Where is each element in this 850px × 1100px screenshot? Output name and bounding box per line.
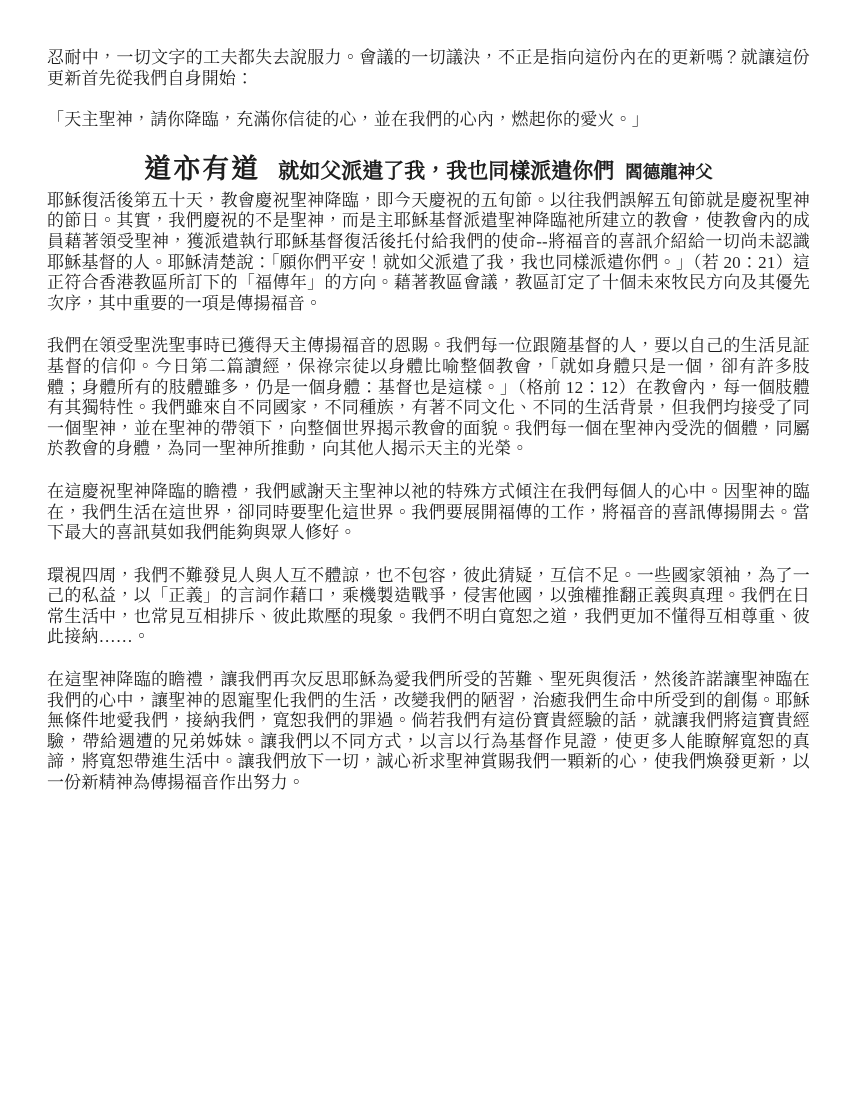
prayer-quote: 「天主聖神，請你降臨，充滿你信徒的心，並在我們的心內，燃起你的愛火。」 [47, 110, 649, 130]
intro-paragraph: 忍耐中，一切文字的工夫都失去說服力。會議的一切議決，不正是指向這份內在的更新嗎？就讓這份更新首先從我們自身開始： [47, 48, 810, 88]
article-paragraph-2: 我們在領受聖洗聖事時已獲得天主傳揚福音的恩賜。我們每一位跟隨基督的人，要以自己的生活見証基督的信仰。今日第二篇讀經，保祿宗徒以身體比喻整個教會，「就如身體只是一個，卻有許多肢體；身體所有的肢體雖多，仍是一個身體：基督也是這樣。」（格前 12：12）在教會內，每一個肢體有其獨特性。我們雖來自不同國家，不同種族，有著不同文化、不同的生活背景，但我們均接受了同一個聖神，並在聖神的帶領下，向整個世界揭示教會的面貌。我們每一個在聖神內受洗的個體，同屬於教會的身體，為同一聖神所推動，向其他人揭示天主的光榮。 [47, 336, 810, 459]
article-author: 閻德龍神父 [625, 161, 713, 182]
column-title: 道亦有道 [144, 153, 261, 184]
article-paragraph-4: 環視四周，我們不難發見人與人互不體諒，也不包容，彼此猜疑，互信不足。一些國家領袖，為了一己的私益，以「正義」的言詞作藉口，乘機製造戰爭，侵害他國，以強權推翻正義與真理。我們在日常生活中，也常見互相排斥、彼此欺壓的現象。我們不明白寬恕之道，我們更加不懂得互相尊重、彼此接納……。 [47, 565, 810, 647]
article-title: 就如父派遣了我，我也同樣派遣你們 [278, 158, 615, 183]
article-header [47, 152, 810, 188]
article-paragraph-3: 在這慶祝聖神降臨的瞻禮，我們感謝天主聖神以祂的特殊方式傾注在我們每個人的心中。因聖神的臨在，我們生活在這世界，卻同時要聖化這世界。我們要展開福傳的工作，將福音的喜訊傳揚開去。當下最大的喜訊莫如我們能夠與眾人修好。 [47, 481, 810, 543]
article-paragraph-1: 耶穌復活後第五十天，教會慶祝聖神降臨，即今天慶祝的五旬節。以往我們誤解五旬節就是慶祝聖神的節日。其實，我們慶祝的不是聖神，而是主耶穌基督派遣聖神降臨祂所建立的教會，使教會內的成員藉著領受聖神，獲派遣執行耶穌基督復活後托付給我們的使命--將福音的喜訊介紹給一切尚未認識耶穌基督的人。耶穌清楚說：「願你們平安！就如父派遣了我，我也同樣派遣你們。」（若 20：21）這正符合香港教區所訂下的「福傳年」的方向。藉著教區會議，教區訂定了十個未來牧民方向及其優先次序，其中重要的一項是傳揚福音。 [47, 190, 810, 313]
article-paragraph-5: 在這聖神降臨的瞻禮，讓我們再次反思耶穌為愛我們所受的苦難、聖死與復活，然後許諾讓聖神臨在我們的心中，讓聖神的恩寵聖化我們的生活，改變我們的陋習，治癒我們生命中所受到的創傷。耶穌無條件地愛我們，接納我們，寬恕我們的罪過。倘若我們有這份寶貴經驗的話，就讓我們將這寶貴經驗，帶給週遭的兄弟姊妹。讓我們以不同方式，以言以行為基督作見證，使更多人能瞭解寬恕的真諦，將寬恕帶進生活中。讓我們放下一切，誠心祈求聖神賞賜我們一顆新的心，使我們煥發更新，以一份新精神為傳揚福音作出努力。 [47, 670, 810, 793]
